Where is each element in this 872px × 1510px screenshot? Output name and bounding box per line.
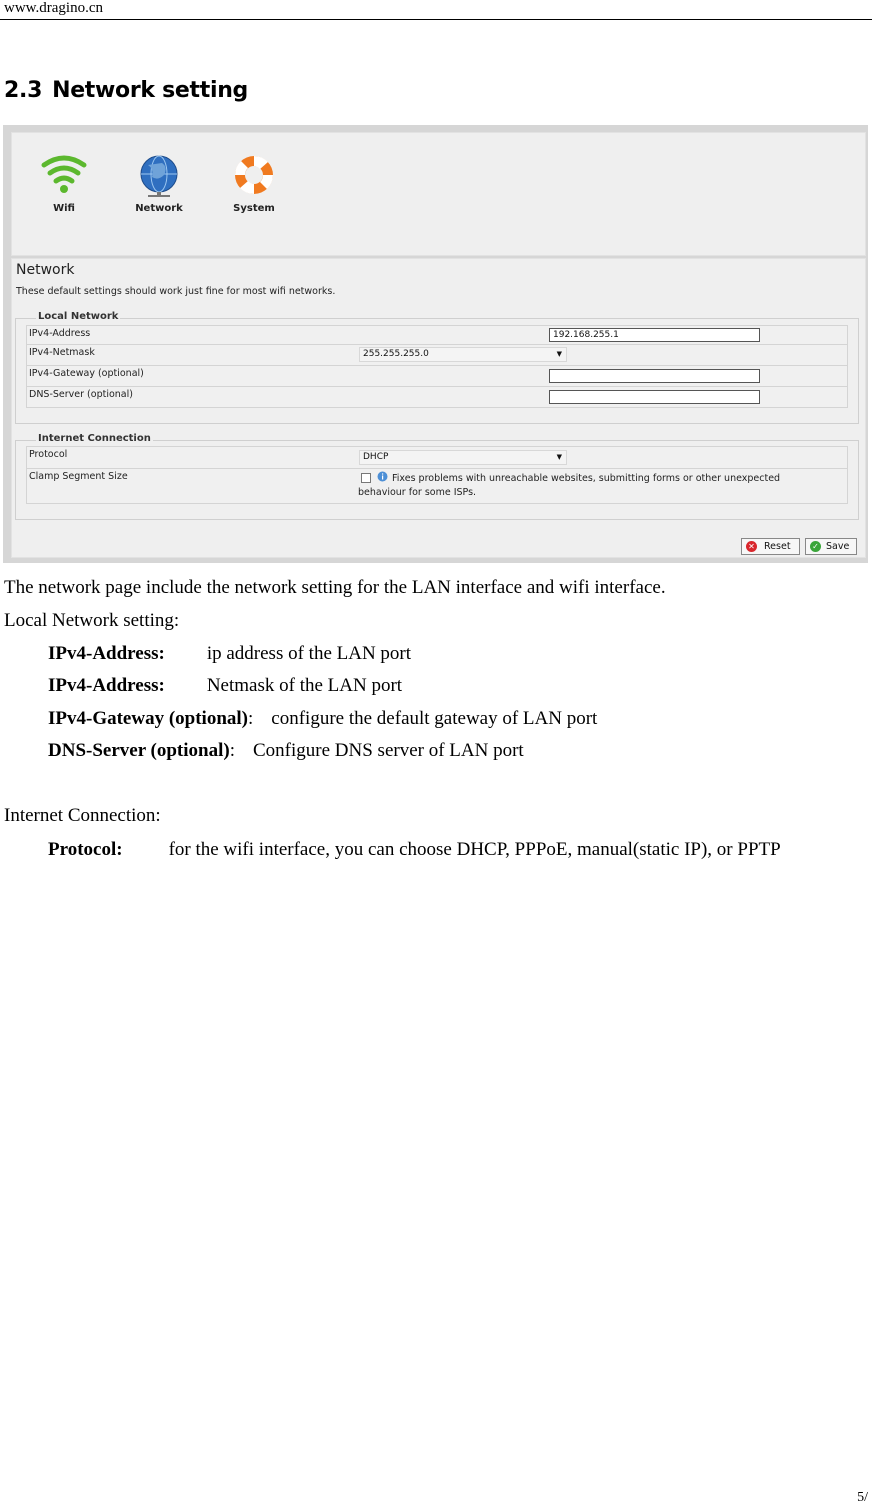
definition-item bbox=[48, 643, 411, 665]
clamp-checkbox[interactable] bbox=[361, 473, 371, 483]
ipv4-gateway-input[interactable] bbox=[549, 369, 760, 383]
reset-label: Reset bbox=[764, 541, 791, 552]
clamp-label: Clamp Segment Size bbox=[29, 471, 128, 482]
protocol-desc: for the wifi interface, you can choose DHCP, PPPoE, manual(static IP), or PPTP bbox=[168, 839, 781, 860]
section-title bbox=[4, 78, 248, 103]
dns-server-input[interactable] bbox=[549, 390, 760, 404]
protocol-paragraph bbox=[4, 834, 868, 866]
network-settings-screenshot bbox=[3, 125, 868, 563]
definition-desc: Configure DNS server of LAN port bbox=[253, 740, 524, 761]
section-number: 2.3 bbox=[4, 78, 43, 103]
panel-title: Network bbox=[16, 262, 75, 278]
network-panel bbox=[11, 258, 866, 558]
section-title-text: Network setting bbox=[52, 78, 249, 103]
page-number: 5/ bbox=[857, 1490, 868, 1505]
nav-toolbar bbox=[11, 132, 866, 256]
definition-term: DNS-Server (optional) bbox=[48, 740, 230, 761]
definition-desc: Netmask of the LAN port bbox=[206, 675, 403, 696]
dns-server-row bbox=[26, 386, 848, 408]
ipv4-gateway-label: IPv4-Gateway (optional) bbox=[29, 368, 144, 379]
protocol-label: Protocol bbox=[29, 449, 68, 460]
protocol-term: Protocol: bbox=[48, 839, 123, 860]
definition-item bbox=[48, 675, 402, 697]
definition-sep: : bbox=[248, 708, 254, 729]
nav-system-label: System bbox=[233, 203, 275, 214]
protocol-row bbox=[26, 446, 848, 469]
lifebuoy-icon bbox=[229, 155, 279, 197]
header-url: www.dragino.cn bbox=[4, 0, 104, 16]
definition-desc: configure the default gateway of LAN port bbox=[271, 708, 598, 729]
definition-item bbox=[48, 740, 524, 762]
dns-server-label: DNS-Server (optional) bbox=[29, 389, 133, 400]
reset-icon: ✕ bbox=[746, 541, 757, 552]
nav-system[interactable] bbox=[224, 155, 284, 214]
ipv4-netmask-label: IPv4-Netmask bbox=[29, 347, 95, 358]
nav-wifi[interactable] bbox=[34, 155, 94, 214]
header-divider bbox=[0, 19, 872, 20]
save-button[interactable] bbox=[805, 538, 857, 555]
reset-button[interactable] bbox=[741, 538, 800, 555]
save-label: Save bbox=[826, 541, 850, 552]
panel-description: These default settings should work just fine for most wifi networks. bbox=[16, 286, 336, 297]
globe-network-icon bbox=[134, 155, 184, 197]
nav-network-label: Network bbox=[135, 203, 183, 214]
internet-connection-fieldset bbox=[15, 433, 859, 520]
internet-connection-heading: Internet Connection: bbox=[4, 805, 161, 826]
ipv4-netmask-row bbox=[26, 344, 848, 366]
protocol-value: DHCP bbox=[363, 452, 389, 462]
ipv4-address-row bbox=[26, 325, 848, 345]
nav-wifi-label: Wifi bbox=[53, 203, 75, 214]
internet-connection-legend: Internet Connection bbox=[38, 433, 151, 444]
wifi-icon bbox=[39, 155, 89, 197]
ipv4-netmask-select[interactable] bbox=[359, 347, 567, 362]
clamp-hint-line-2: behaviour for some ISPs. bbox=[358, 487, 477, 498]
ipv4-gateway-row bbox=[26, 365, 848, 387]
definition-term: IPv4-Gateway (optional) bbox=[48, 708, 249, 729]
info-icon bbox=[377, 471, 389, 483]
local-network-fieldset bbox=[15, 311, 859, 424]
clamp-hint-line-1: Fixes problems with unreachable websites, submitting forms or other unexpected bbox=[392, 473, 781, 484]
definition-term: IPv4-Address: bbox=[48, 675, 165, 696]
local-network-heading: Local Network setting: bbox=[4, 610, 180, 631]
clamp-row bbox=[26, 468, 848, 504]
definition-desc: ip address of the LAN port bbox=[206, 643, 412, 664]
chevron-down-icon: ▼ bbox=[556, 453, 562, 461]
protocol-select[interactable] bbox=[359, 450, 567, 465]
ipv4-netmask-value: 255.255.255.0 bbox=[363, 349, 429, 359]
definition-item bbox=[48, 708, 597, 730]
ipv4-address-input[interactable]: 192.168.255.1 bbox=[549, 328, 760, 342]
definition-sep: : bbox=[229, 740, 235, 761]
checkmark-icon: ✓ bbox=[810, 541, 821, 552]
nav-network[interactable] bbox=[129, 155, 189, 214]
local-network-legend: Local Network bbox=[38, 311, 119, 322]
chevron-down-icon: ▼ bbox=[556, 350, 562, 358]
intro-paragraph: The network page include the network setting for the LAN interface and wifi interface. bbox=[4, 577, 666, 598]
ipv4-address-label: IPv4-Address bbox=[29, 328, 91, 339]
definition-term: IPv4-Address: bbox=[48, 643, 165, 664]
